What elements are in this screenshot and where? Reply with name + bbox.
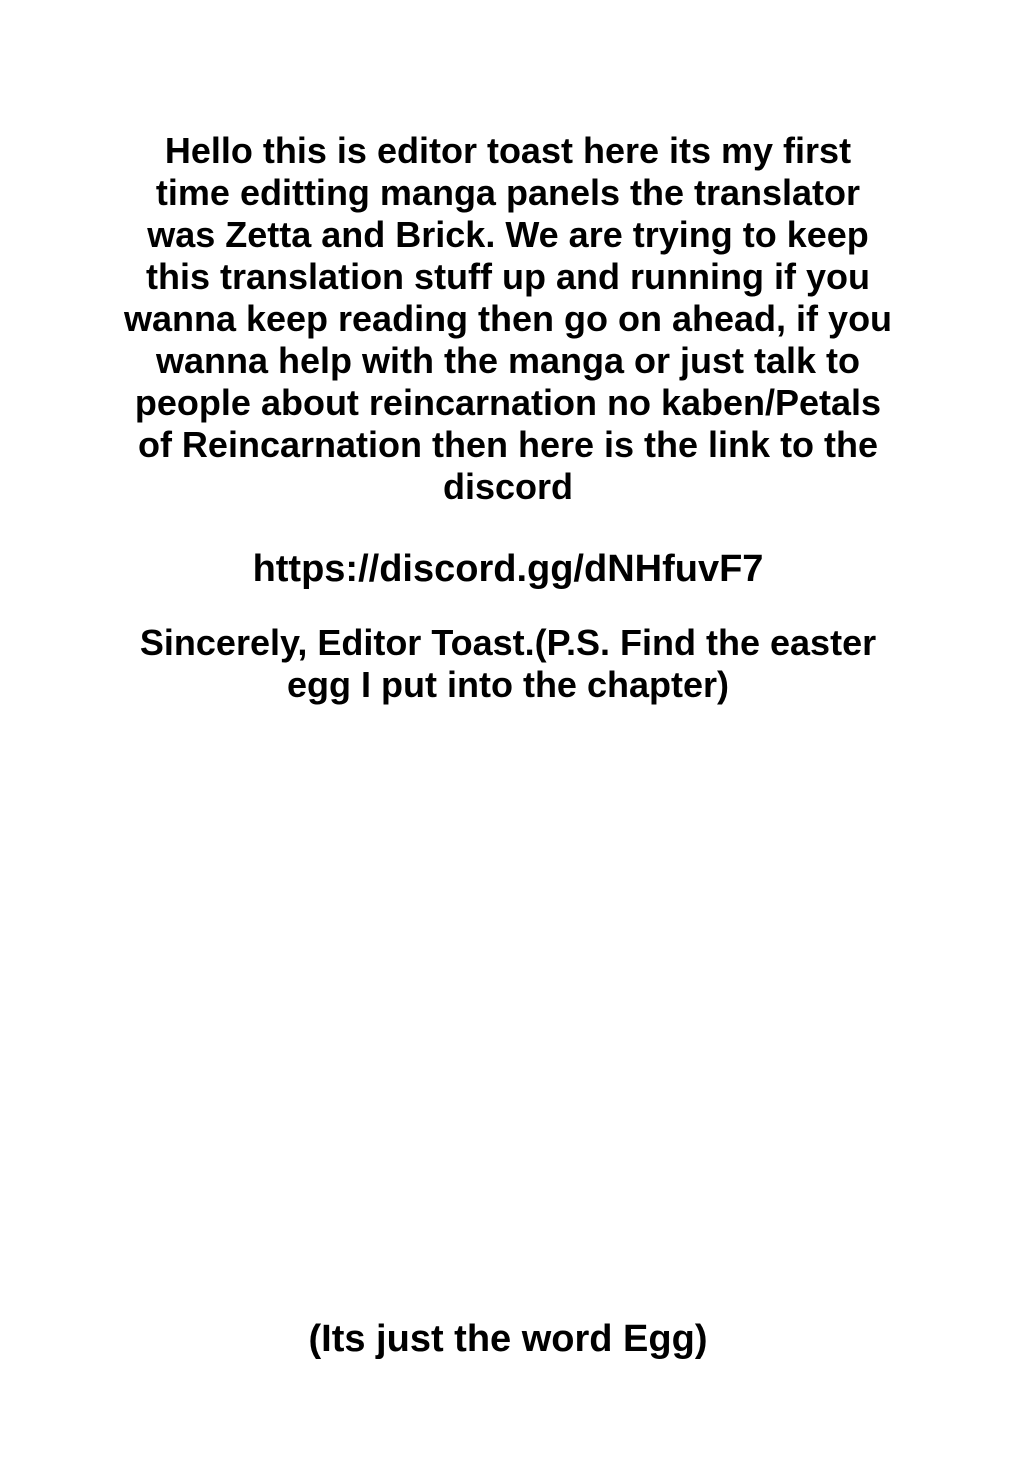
note-line: time editting manga panels the translator bbox=[155, 172, 861, 213]
signature-block bbox=[0, 622, 1016, 706]
editor-note-paragraph bbox=[0, 130, 1016, 508]
note-line: discord bbox=[442, 466, 574, 507]
discord-link-block bbox=[0, 548, 1016, 590]
note-line: wanna keep reading then go on ahead, if you bbox=[123, 298, 893, 339]
note-line: people about reincarnation no kaben/Petals bbox=[134, 382, 882, 423]
note-line: wanna help with the manga or just talk to bbox=[155, 340, 861, 381]
note-line: Hello this is editor toast here its my first bbox=[164, 130, 852, 171]
easter-egg-answer-block bbox=[0, 1318, 1016, 1360]
easter-egg-answer: (Its just the word Egg) bbox=[308, 1318, 708, 1360]
signature-line: egg I put into the chapter) bbox=[287, 664, 729, 705]
note-line: was Zetta and Brick. We are trying to keep bbox=[147, 214, 869, 255]
note-line: of Reincarnation then here is the link to the bbox=[137, 424, 879, 465]
note-line: this translation stuff up and running if you bbox=[146, 256, 870, 297]
signature-line: Sincerely, Editor Toast.(P.S. Find the easter bbox=[139, 622, 877, 663]
discord-invite-link: https://discord.gg/dNHfuvF7 bbox=[252, 548, 764, 590]
